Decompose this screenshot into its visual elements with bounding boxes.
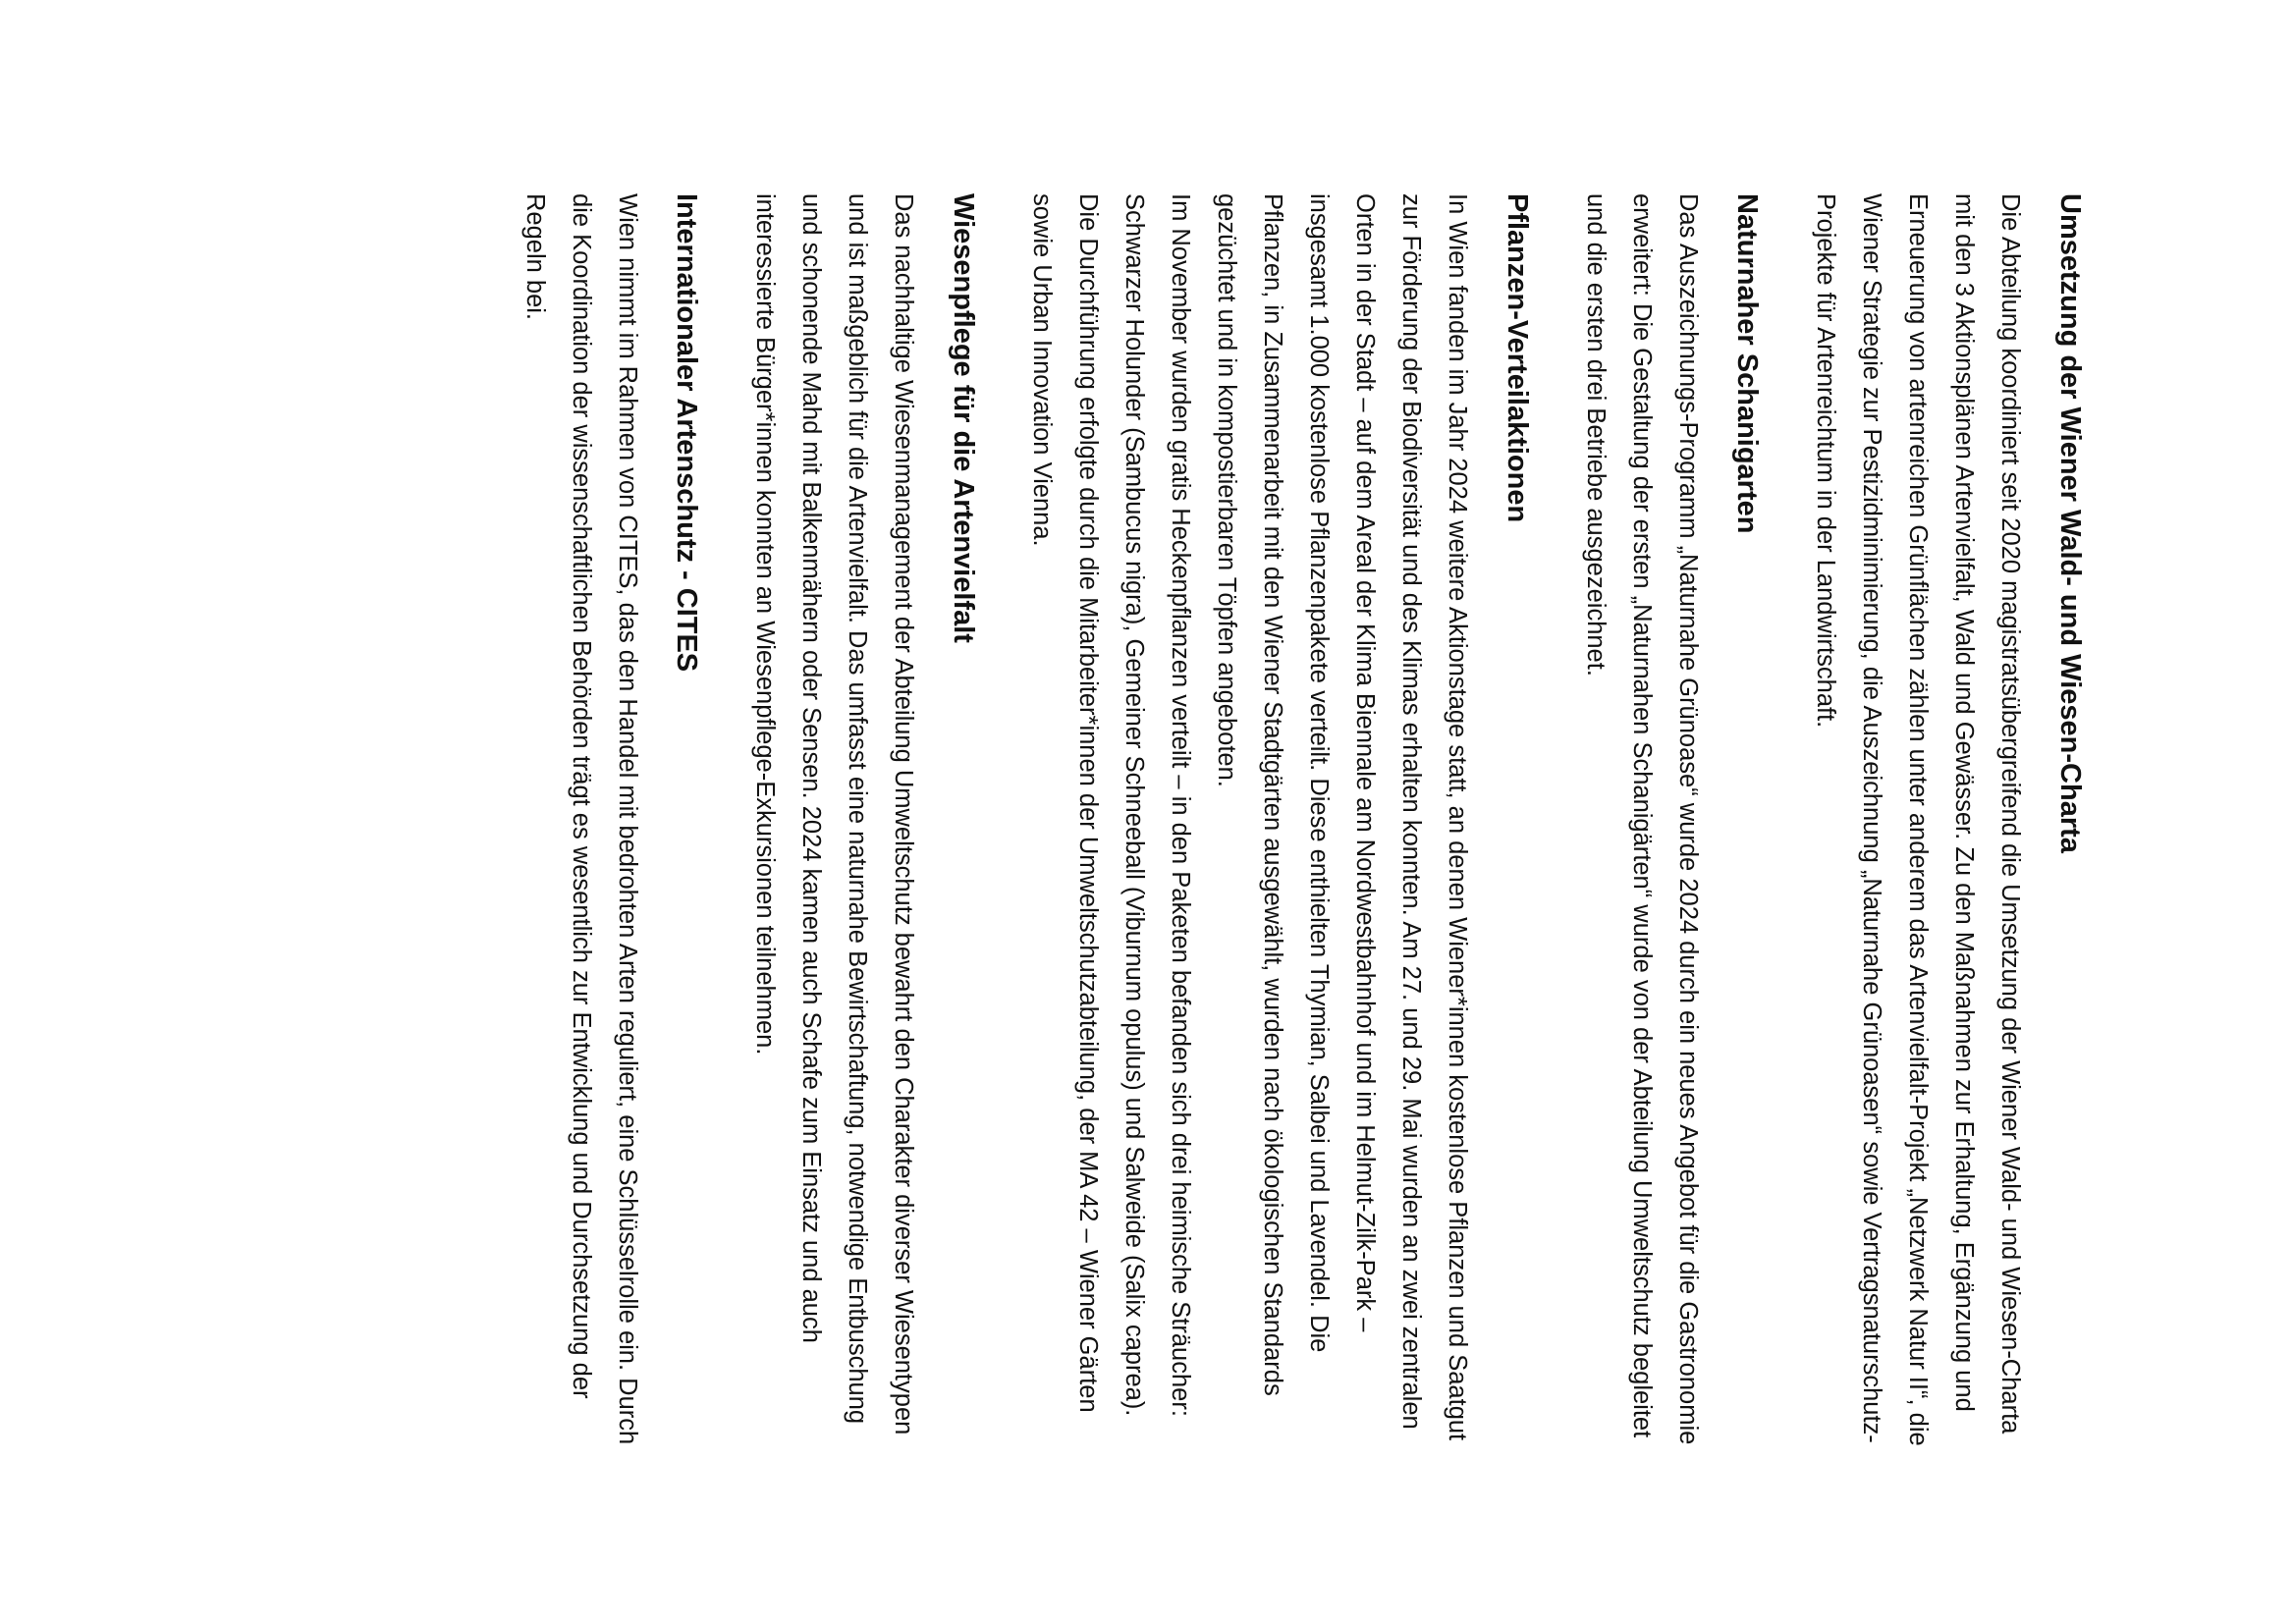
section-paragraph: Das nachhaltige Wiesenmanagement der Abteilung Umweltschutz bewahrt den Charakter diverser Wiesentypen und ist maßgeblich für die Artenvielfalt. Das umfasst eine naturnahe Bewirtschaftung, notwendige Entbuschung und schonende Mahd mit Balkenmähern oder Sensen. 2024 kamen auch Schafe zum Einsatz und auch interessierte Bürger*innen konnten an Wiesenpflege-Exkursionen teilnehmen. — [751, 193, 918, 1435]
section-heading: Pflanzen-Verteilaktionen — [1501, 193, 1533, 523]
section-paragraph: In Wien fanden im Jahr 2024 weitere Aktionstage statt, an denen Wiener*innen kostenlose Pflanzen und Saatgut zur Förderung der Biodiversität und des Klimas erhalten konnten. Am 27. und 29. Mai wurden an zwei zentralen Orten in der Stadt – auf dem Areal der Klima Biennale am Nordwestbahnhof und im Helmut-Zilk-Park – insgesamt 1.000 kostenlose Pflanzenpakete verteilt. Diese enthielten Thymian, Salbei und Lavendel. Die Pflanzen, in Zusammenarbeit mit den Wiener Stadtgärten ausgewählt, wurden nach ökologischen Standards gezüchtet und in kompostierbaren Töpfen angeboten. — [1212, 193, 1471, 1441]
section-paragraph: Die Abteilung koordiniert seit 2020 magistratsübergreifend die Umsetzung der Wiener Wald- und Wiesen-Charta mit den 3 Aktionsplänen Artenvielfalt, Wald und Gewässer. Zu den Maßnahmen zur Erhaltung, Ergänzung und Erneuerung von artenreichen Grünflächen zählen unter anderem das Artenvielfalt-Projekt „Netzwerk Natur II“, die Wiener Strategie zur Pestizidminimierung, die Auszeichnung „Naturnahe Grünoasen“ sowie Vertragsnaturschutz-Projekte für Artenreichtum in der Landwirtschaft. — [1812, 193, 2025, 1446]
section-heading: Naturnaher Schanigarten — [1731, 193, 1764, 534]
section-paragraph: Im November wurden gratis Heckenpflanzen verteilt – in den Paketen befanden sich drei heimische Sträucher: Schwarzer Holunder (Sambucus nigra), Gemeiner Schneeball (Viburnum opulus) und Salweide (Salix caprea). — [1120, 193, 1194, 1417]
section-paragraph: Die Durchführung erfolgte durch die Mitarbeiter*innen der Umweltschutzabteilung, der MA 42 – Wiener Gärten sowie Urban Innovation Vienna. — [1027, 193, 1102, 1413]
section-paragraph: Das Auszeichnungs-Programm „Naturnahe Grünoase“ wurde 2024 durch ein neues Angebot für die Gastronomie erweitert: Die Gestaltung der ersten „Naturnahen Schanigärten“ wurde von der Abteilung Umweltschutz begleitet und die ersten drei Betriebe ausgezeichnet. — [1581, 193, 1702, 1445]
section-heading: Internationaler Artenschutz - CITES — [671, 193, 703, 673]
section-naturnaher-schanigarten — [1572, 193, 1766, 1450]
page-content — [474, 193, 2088, 1450]
section-paragraph: Wien nimmt im Rahmen von CITES, das den Handel mit bedrohten Arten reguliert, eine Schlüsselrolle ein. Durch die Koordination der wissenschaftlichen Behörden trägt es wesentlich zur Entwicklung und Durchsetzung der Regeln bei. — [520, 193, 641, 1445]
section-heading: Wiesenpflege für die Artenvielfalt — [947, 193, 979, 643]
section-pflanzen-verteilaktionen — [1018, 193, 1535, 1450]
section-artenschutz-cites — [512, 193, 705, 1450]
section-heading: Umsetzung der Wiener Wald- und Wiesen-Charta — [2054, 193, 2086, 853]
section-wiesenpflege — [741, 193, 981, 1450]
section-wald-wiesen-charta — [1802, 193, 2088, 1450]
